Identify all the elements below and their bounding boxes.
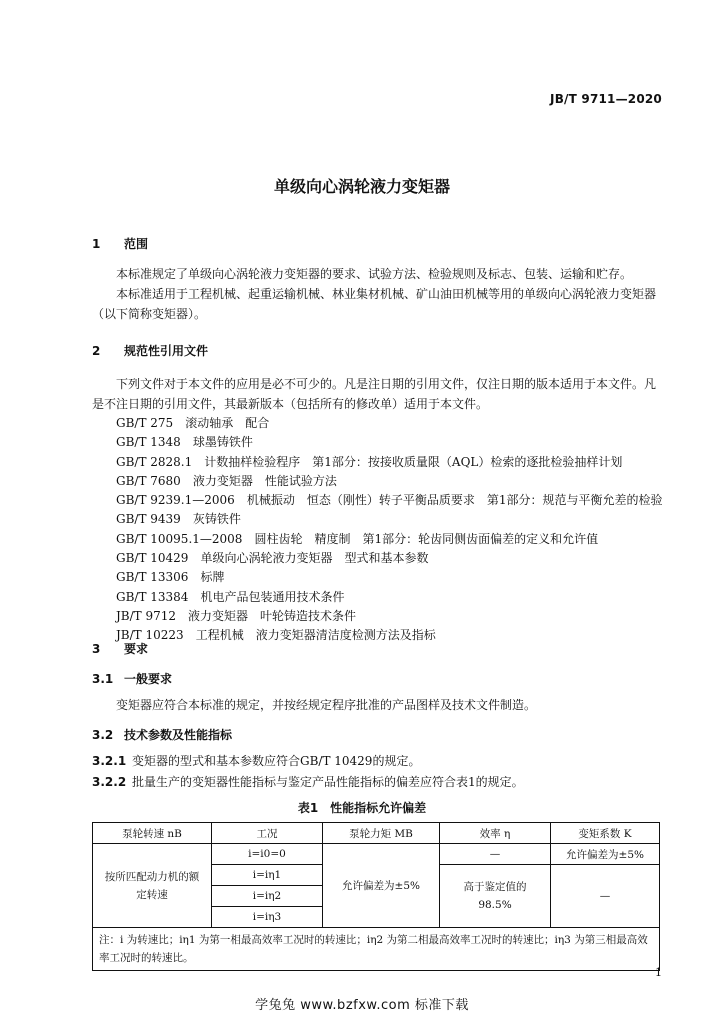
section-3-2-heading [92, 726, 232, 743]
section-number: 2 [92, 344, 101, 358]
efficiency-cell: 高于鉴定值的98.5% [440, 865, 551, 928]
clause-text: 批量生产的变矩器性能指标与鉴定产品性能指标的偏差应符合表1的规定。 [132, 775, 524, 789]
page-number: 1 [655, 966, 662, 979]
condition-cell: i=iη3 [212, 907, 323, 928]
efficiency-cell: — [440, 844, 551, 865]
scope-paragraph-2: 本标准适用于工程机械、起重运输机械、林业集材机械、矿山油田机械等用的单级向心涡轮液力变矩器（以下简称变矩器）。 [92, 287, 657, 321]
section-1-heading [92, 235, 148, 252]
reference-item: GB/T 10429 单级向心涡轮液力变矩器 型式和基本参数 [116, 551, 429, 566]
refs-intro-paragraph: 下列文件对于本文件的应用是必不可少的。凡是注日期的引用文件，仅注日期的版本适用于本文件。凡是不注日期的引用文件，其最新版本（包括所有的修改单）适用于本文件。 [92, 377, 657, 411]
reference-item: GB/T 10095.1—2008 圆柱齿轮 精度制 第1部分：轮齿同侧齿面偏差的定义和允许值 [116, 531, 599, 546]
clause-3-2-2 [92, 773, 524, 790]
header-pump-speed: 泵轮转速 nB [93, 823, 212, 844]
reference-item: GB/T 13384 机电产品包装通用技术条件 [116, 589, 345, 604]
clause-number: 3.2.1 [92, 754, 127, 768]
section-2-heading [92, 342, 208, 359]
reference-item: GB/T 7680 液力变矩器 性能试验方法 [116, 473, 337, 488]
section-title: 一般要求 [124, 672, 173, 686]
section-number: 3 [92, 642, 101, 656]
torque-ratio-cell: — [551, 865, 660, 928]
table-note: 注：i 为转速比；iη1 为第一相最高效率工况时的转速比；iη2 为第二相最高效率工况时的转速比；iη3 为第三相最高效率工况时的转速比。 [93, 928, 660, 971]
clause-text: 变矩器的型式和基本参数应符合GB/T 10429的规定。 [132, 754, 421, 768]
torque-ratio-cell: 允许偏差为±5% [551, 844, 660, 865]
reference-item: JB/T 10223 工程机械 液力变矩器清洁度检测方法及指标 [116, 628, 436, 643]
section-number: 3.1 [92, 672, 114, 686]
document-title: 单级向心涡轮液力变矩器 [273, 177, 450, 196]
standard-number: JB/T 9711—2020 [550, 92, 662, 106]
reference-item: GB/T 13306 标牌 [116, 570, 225, 585]
reference-item: GB/T 275 滚动轴承 配合 [116, 416, 270, 430]
general-requirements-paragraph: 变矩器应符合本标准的规定，并按经规定程序批准的产品图样及技术文件制造。 [116, 698, 537, 712]
table-caption: 表1 性能指标允许偏差 [297, 801, 427, 815]
section-number: 3.2 [92, 728, 114, 742]
section-3-heading [92, 640, 148, 657]
section-title: 规范性引用文件 [124, 344, 209, 358]
section-title: 范围 [124, 237, 149, 251]
table-note-row [93, 928, 660, 971]
section-title: 技术参数及性能指标 [124, 728, 233, 742]
header-torque-ratio: 变矩系数 K [551, 823, 660, 844]
footer-watermark: 学兔兔 www.bzfxw.com 标准下载 [255, 998, 469, 1013]
reference-item: GB/T 9439 灰铸铁件 [116, 512, 241, 527]
clause-number: 3.2.2 [92, 775, 127, 789]
clause-3-2-1 [92, 752, 420, 769]
reference-item: GB/T 9239.1—2006 机械振动 恒态（刚性）转子平衡品质要求 第1部分：规范与平衡允差的检验 [116, 493, 663, 508]
header-pump-torque: 泵轮力矩 MB [323, 823, 440, 844]
header-efficiency: 效率 η [440, 823, 551, 844]
scope-paragraph-1: 本标准规定了单级向心涡轮液力变矩器的要求、试验方法、检验规则及标志、包装、运输和贮存。 [116, 267, 633, 281]
table-header-row [93, 823, 660, 844]
condition-cell: i=i0=0 [212, 844, 323, 865]
section-number: 1 [92, 237, 101, 251]
reference-item: GB/T 1348 球墨铸铁件 [116, 435, 253, 450]
pump-speed-cell: 按所匹配动力机的额定转速 [93, 844, 212, 928]
table-row [93, 844, 660, 865]
section-title: 要求 [124, 642, 149, 656]
reference-list [116, 414, 662, 646]
performance-tolerance-table [92, 822, 660, 971]
pump-torque-cell: 允许偏差为±5% [323, 844, 440, 928]
reference-item: GB/T 2828.1 计数抽样检验程序 第1部分：按接收质量限（AQL）检索的逐批检验抽样计划 [116, 454, 623, 469]
header-condition: 工况 [212, 823, 323, 844]
condition-cell: i=iη1 [212, 865, 323, 886]
section-3-1-heading [92, 670, 172, 687]
condition-cell: i=iη2 [212, 886, 323, 907]
reference-item: JB/T 9712 液力变矩器 叶轮铸造技术条件 [116, 608, 357, 623]
